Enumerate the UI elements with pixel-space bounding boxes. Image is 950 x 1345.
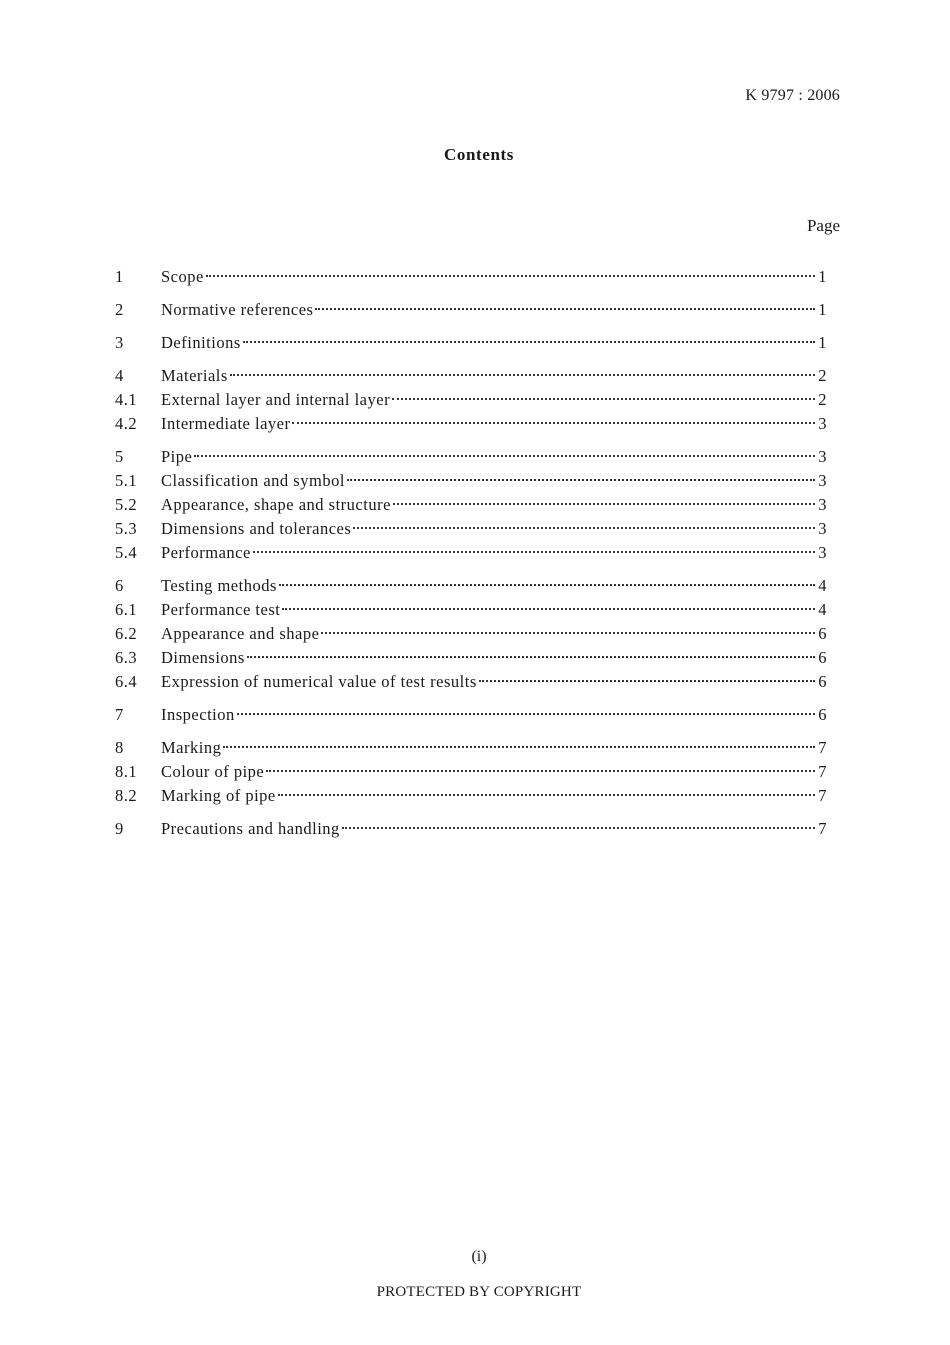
toc-entry-title: Pipe bbox=[161, 447, 193, 466]
toc-entry[interactable] bbox=[115, 736, 827, 760]
toc-entry[interactable] bbox=[115, 646, 827, 670]
toc-entry-number: 2 bbox=[115, 300, 124, 319]
toc-entry-page: 3 bbox=[818, 543, 827, 562]
dot-leader bbox=[292, 422, 815, 424]
toc-entry[interactable] bbox=[115, 298, 827, 322]
dot-leader bbox=[230, 374, 815, 376]
toc-entry-page: 1 bbox=[818, 267, 827, 286]
toc-entry-page: 1 bbox=[818, 333, 827, 352]
toc-entry-number: 6.2 bbox=[115, 624, 138, 643]
toc-group bbox=[115, 298, 827, 322]
toc-entry-number: 5 bbox=[115, 447, 124, 466]
dot-leader bbox=[194, 455, 815, 457]
toc-entry-page: 4 bbox=[818, 576, 827, 595]
dot-leader bbox=[237, 713, 815, 715]
toc-entry[interactable] bbox=[115, 265, 827, 289]
document-id: K 9797 : 2006 bbox=[745, 87, 840, 104]
toc-entry-page: 7 bbox=[818, 738, 827, 757]
toc-entry-page: 3 bbox=[818, 495, 827, 514]
toc-entry-title: Materials bbox=[161, 366, 228, 385]
dot-leader bbox=[282, 608, 815, 610]
toc-entry-page: 6 bbox=[818, 648, 827, 667]
toc-entry-title: Appearance and shape bbox=[161, 624, 320, 643]
toc-entry-title: Classification and symbol bbox=[161, 471, 345, 490]
toc-entry-title: Testing methods bbox=[161, 576, 277, 595]
toc-group bbox=[115, 364, 827, 436]
toc-entry-number: 4.2 bbox=[115, 414, 138, 433]
toc-group bbox=[115, 736, 827, 808]
toc-entry-page: 2 bbox=[818, 390, 827, 409]
toc-entry-number: 8.2 bbox=[115, 786, 138, 805]
toc-entry-title: Marking of pipe bbox=[161, 786, 276, 805]
toc-entry-page: 3 bbox=[818, 471, 827, 490]
toc-entry-number: 6.4 bbox=[115, 672, 138, 691]
toc-entry[interactable] bbox=[115, 760, 827, 784]
toc-group bbox=[115, 703, 827, 727]
toc-entry-number: 5.3 bbox=[115, 519, 138, 538]
toc-entry-title: Scope bbox=[161, 267, 204, 286]
toc-entry-title: Intermediate layer bbox=[161, 414, 291, 433]
toc-entry-page: 7 bbox=[818, 762, 827, 781]
page-title: Contents bbox=[444, 145, 514, 164]
toc-entry-title: Dimensions and tolerances bbox=[161, 519, 352, 538]
toc-entry-title: Performance test bbox=[161, 600, 281, 619]
dot-leader bbox=[247, 656, 815, 658]
dot-leader bbox=[321, 632, 815, 634]
dot-leader bbox=[479, 680, 815, 682]
toc-entry-number: 1 bbox=[115, 267, 124, 286]
toc-entry-title: Dimensions bbox=[161, 648, 245, 667]
toc-group bbox=[115, 817, 827, 841]
toc-entry-number: 7 bbox=[115, 705, 124, 724]
toc-entry[interactable] bbox=[115, 493, 827, 517]
toc-entry-title: Performance bbox=[161, 543, 251, 562]
toc-group bbox=[115, 574, 827, 694]
toc-entry-number: 5.2 bbox=[115, 495, 138, 514]
toc-entry-number: 8 bbox=[115, 738, 124, 757]
toc-entry[interactable] bbox=[115, 670, 827, 694]
toc-entry-page: 7 bbox=[818, 819, 827, 838]
toc-entry-number: 3 bbox=[115, 333, 124, 352]
toc-entry-number: 6 bbox=[115, 576, 124, 595]
dot-leader bbox=[342, 827, 815, 829]
page-column-label: Page bbox=[806, 216, 840, 235]
dot-leader bbox=[223, 746, 815, 748]
toc-entry[interactable] bbox=[115, 469, 827, 493]
dot-leader bbox=[393, 503, 815, 505]
toc-group bbox=[115, 445, 827, 565]
toc-entry-page: 7 bbox=[818, 786, 827, 805]
toc-entry-number: 5.4 bbox=[115, 543, 138, 562]
toc-entry-number: 4.1 bbox=[115, 390, 138, 409]
toc-entry[interactable] bbox=[115, 574, 827, 598]
toc-entry[interactable] bbox=[115, 331, 827, 355]
toc-entry[interactable] bbox=[115, 817, 827, 841]
dot-leader bbox=[243, 341, 815, 343]
toc-entry-number: 6.3 bbox=[115, 648, 138, 667]
toc-group bbox=[115, 265, 827, 289]
toc-entry[interactable] bbox=[115, 541, 827, 565]
toc-entry-page: 6 bbox=[818, 624, 827, 643]
toc-entry[interactable] bbox=[115, 622, 827, 646]
footer-page-number: (i) bbox=[471, 1248, 487, 1265]
toc-entry-number: 6.1 bbox=[115, 600, 138, 619]
dot-leader bbox=[392, 398, 815, 400]
toc-entry[interactable] bbox=[115, 703, 827, 727]
dot-leader bbox=[347, 479, 815, 481]
toc-entry-title: Precautions and handling bbox=[161, 819, 340, 838]
toc-entry[interactable] bbox=[115, 517, 827, 541]
toc-entry-page: 3 bbox=[818, 414, 827, 433]
toc-entry[interactable] bbox=[115, 784, 827, 808]
toc-group bbox=[115, 331, 827, 355]
copyright-notice: PROTECTED BY COPYRIGHT bbox=[376, 1284, 582, 1300]
toc-entry-title: Expression of numerical value of test results bbox=[161, 672, 477, 691]
dot-leader bbox=[206, 275, 815, 277]
toc-entry[interactable] bbox=[115, 598, 827, 622]
toc-entry-title: Appearance, shape and structure bbox=[161, 495, 391, 514]
toc-entry-title: External layer and internal layer bbox=[161, 390, 391, 409]
toc-entry-page: 3 bbox=[818, 519, 827, 538]
toc-entry-number: 8.1 bbox=[115, 762, 138, 781]
toc-entry-title: Colour of pipe bbox=[161, 762, 265, 781]
dot-leader bbox=[279, 584, 815, 586]
toc-entry[interactable] bbox=[115, 364, 827, 388]
dot-leader bbox=[278, 794, 815, 796]
toc-entry[interactable] bbox=[115, 388, 827, 412]
toc-entry-page: 4 bbox=[818, 600, 827, 619]
dot-leader bbox=[315, 308, 815, 310]
toc-entry-page: 6 bbox=[818, 672, 827, 691]
toc-entry-title: Definitions bbox=[161, 333, 241, 352]
toc-entry-number: 5.1 bbox=[115, 471, 138, 490]
dot-leader bbox=[253, 551, 815, 553]
toc-entry-title: Normative references bbox=[161, 300, 314, 319]
toc-entry-page: 3 bbox=[818, 447, 827, 466]
toc-entry-title: Marking bbox=[161, 738, 222, 757]
toc-entry-page: 6 bbox=[818, 705, 827, 724]
toc-entry[interactable] bbox=[115, 445, 827, 469]
toc-entry-page: 1 bbox=[818, 300, 827, 319]
toc-entry-title: Inspection bbox=[161, 705, 235, 724]
toc-entry[interactable] bbox=[115, 412, 827, 436]
toc-entry-number: 4 bbox=[115, 366, 124, 385]
dot-leader bbox=[353, 527, 815, 529]
dot-leader bbox=[266, 770, 815, 772]
toc-entry-number: 9 bbox=[115, 819, 124, 838]
table-of-contents bbox=[115, 265, 827, 850]
toc-entry-page: 2 bbox=[818, 366, 827, 385]
